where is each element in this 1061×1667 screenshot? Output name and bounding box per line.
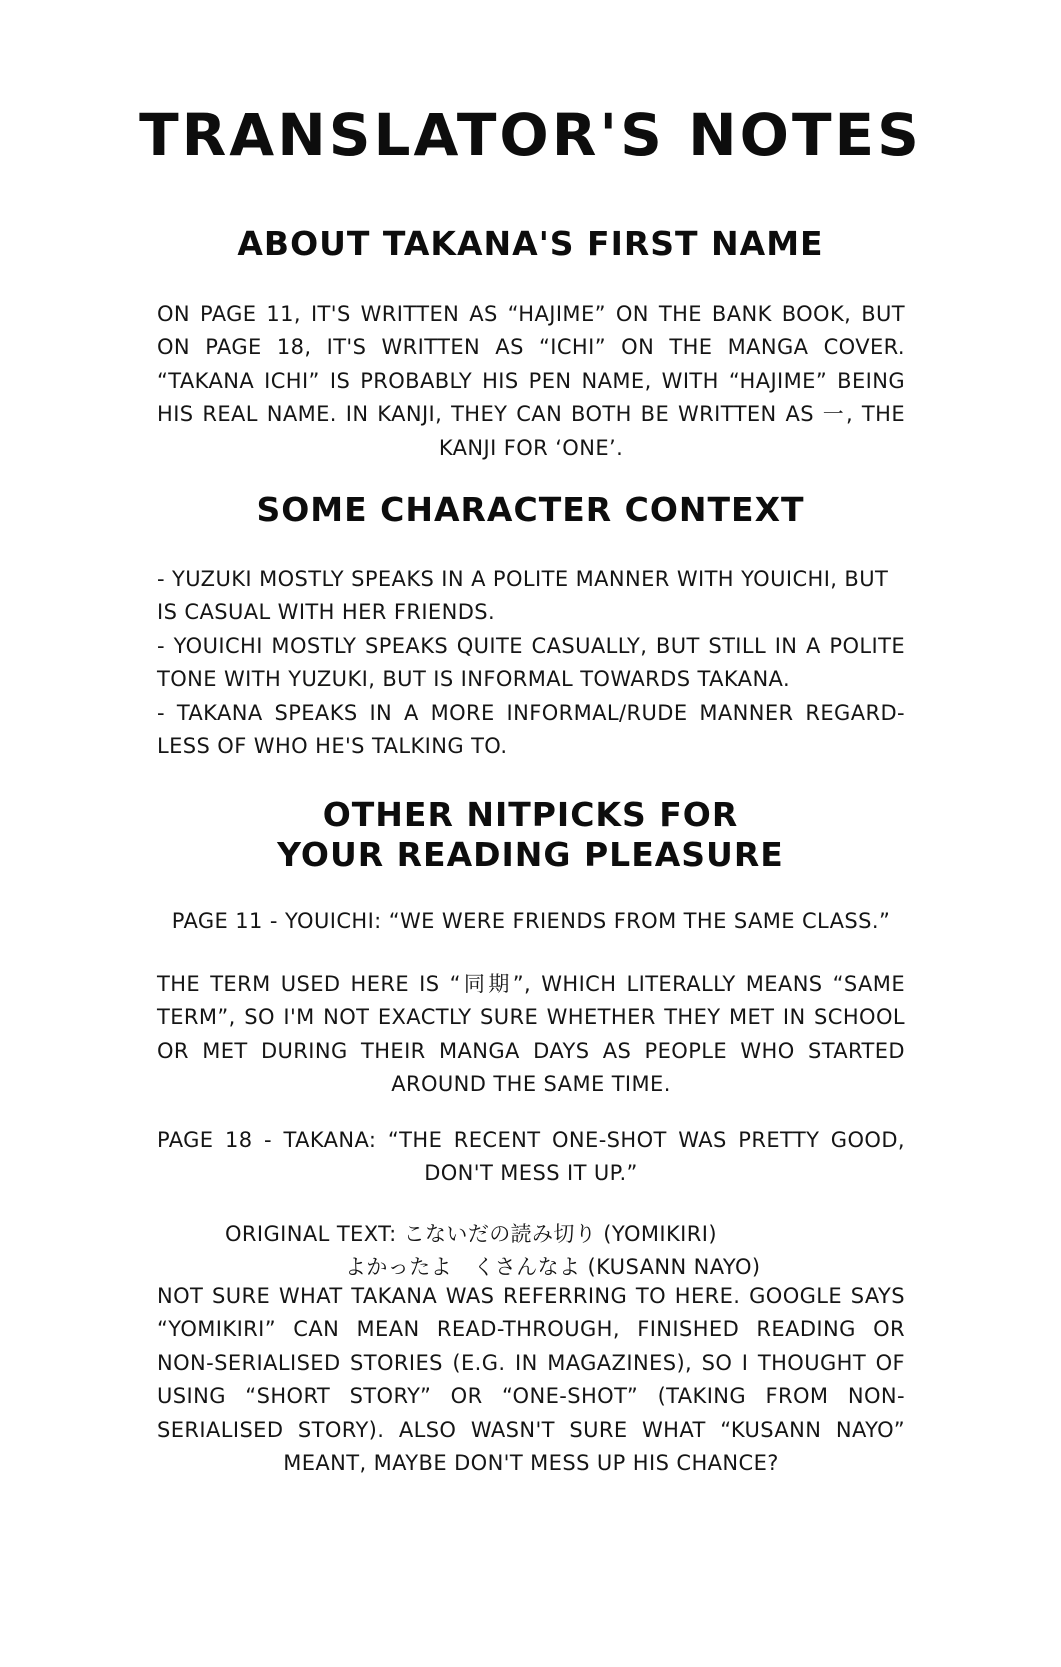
section-heading-character-context: SOME CHARACTER CONTEXT <box>256 490 805 529</box>
section-heading-nitpicks-line2: YOUR READING PLEASURE <box>277 835 784 874</box>
context-line-youichi: - YOUICHI MOSTLY SPEAKS QUITE CASUALLY, BUT STILL IN A POLITE TONE WITH YUZUKI, BUT IS INFORMAL TOWARDS TAKANA. <box>157 633 905 692</box>
section-body-first-name: ON PAGE 11, IT'S WRITTEN AS “HAJIME” ON THE BANK BOOK, BUT ON PAGE 18, IT'S WRITTEN AS “ICHI” ON THE MANGA COVER. “TAKANA ICHI” IS PROBABLY HIS PEN NAME, WITH “HAJIME” BEING HIS REAL NAME. IN KANJI, THEY CAN BOTH BE WRITTEN AS 一, THE KANJI FOR ‘ONE’. <box>157 302 905 460</box>
section-heading-nitpicks-line1: OTHER NITPICKS FOR <box>322 795 739 834</box>
original-text-block <box>0 1218 1061 1285</box>
original-text-line-1: ORIGINAL TEXT: こないだの読み切り (YOMIKIRI) <box>225 1222 717 1246</box>
nitpick-quote-page-18: PAGE 18 - TAKANA: “THE RECENT ONE-SHOT WAS PRETTY GOOD, DON'T MESS IT UP.” <box>157 1128 905 1186</box>
page-title: TRANSLATOR'S NOTES <box>139 101 922 169</box>
context-line-takana: - TAKANA SPEAKS IN A MORE INFORMAL/RUDE MANNER REGARD-LESS OF WHO HE'S TALKING TO. <box>157 700 905 759</box>
section-heading-first-name: ABOUT TAKANA'S FIRST NAME <box>237 224 824 263</box>
nitpick-quote-page-11: PAGE 11 - YOUICHI: “WE WERE FRIENDS FROM THE SAME CLASS.” <box>171 909 891 933</box>
nitpick-note-same-term: THE TERM USED HERE IS “同期”, WHICH LITERALLY MEANS “SAME TERM”, SO I'M NOT EXACTLY SURE WHETHER THEY MET IN SCHOOL OR MET DURING THEIR MANGA DAYS AS PEOPLE WHO STARTED AROUND THE SAME TIME. <box>157 972 905 1097</box>
section-body-character-context <box>157 563 905 763</box>
original-text-line-2: よかったよ くさんなよ (KUSANN NAYO) <box>345 1255 761 1280</box>
context-line-yuzuki: - YUZUKI MOSTLY SPEAKS IN A POLITE MANNER WITH YOUICHI, BUT IS CASUAL WITH HER FRIENDS. <box>157 567 889 625</box>
nitpick-note-yomikiri: NOT SURE WHAT TAKANA WAS REFERRING TO HERE. GOOGLE SAYS “YOMIKIRI” CAN MEAN READ-THROUGH, FINISHED READING OR NON-SERIALISED STORIES (E.G. IN MAGAZINES), SO I THOUGHT OF USING “SHORT STORY” OR “ONE-SHOT” (TAKING FROM NON-SERIALISED STORY). ALSO WASN'T SURE WHAT “KUSANN NAYO” MEANT, MAYBE DON'T MESS UP HIS CHANCE? <box>157 1284 905 1476</box>
